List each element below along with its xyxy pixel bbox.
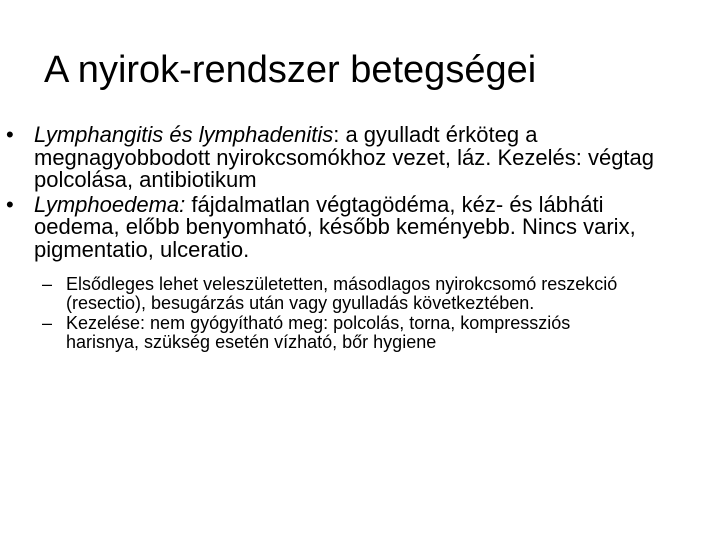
bullet-marker: • (6, 191, 14, 217)
sub-bullet-item (42, 274, 626, 313)
bullet-term: Lymphangitis és lymphadenitis (34, 122, 334, 147)
sub-bullet-item (42, 313, 626, 352)
bullet-separator: : (333, 122, 340, 147)
bullet-item (6, 122, 674, 192)
sub-bullet-text: Kezelése: nem gyógyítható meg: polcolás, torna, kompressziós harisnya, szükség esetén vízható, bőr hygiene (66, 313, 571, 352)
sub-bullet-list (0, 275, 720, 352)
sub-bullet-marker: – (42, 313, 53, 333)
sub-bullet-text: Elsődleges lehet veleszületetten, másodlagos nyirokcsomó reszekció (resectio), besugárzás után vagy gyulladás következtében. (66, 274, 618, 313)
bullet-term: Lymphoedema: (34, 191, 186, 217)
slide-body (0, 124, 720, 353)
bullet-marker: • (6, 122, 14, 147)
slide-title: A nyirok-rendszer betegségei (44, 49, 537, 91)
bullet-text: a gyulladt érköteg a megnagyobbodott nyirokcsomókhoz vezet, láz. Kezelés: végtag polcolása, antibiotikum (34, 122, 655, 192)
bullet-text: fájdalmatlan végtagödéma, kéz- és lábháti oedema, előbb benyomható, később keményebb. Nincs varix, pigmentatio, ulceratio. (34, 191, 636, 262)
sub-bullet-marker: – (42, 274, 53, 294)
bullet-item (6, 191, 674, 262)
